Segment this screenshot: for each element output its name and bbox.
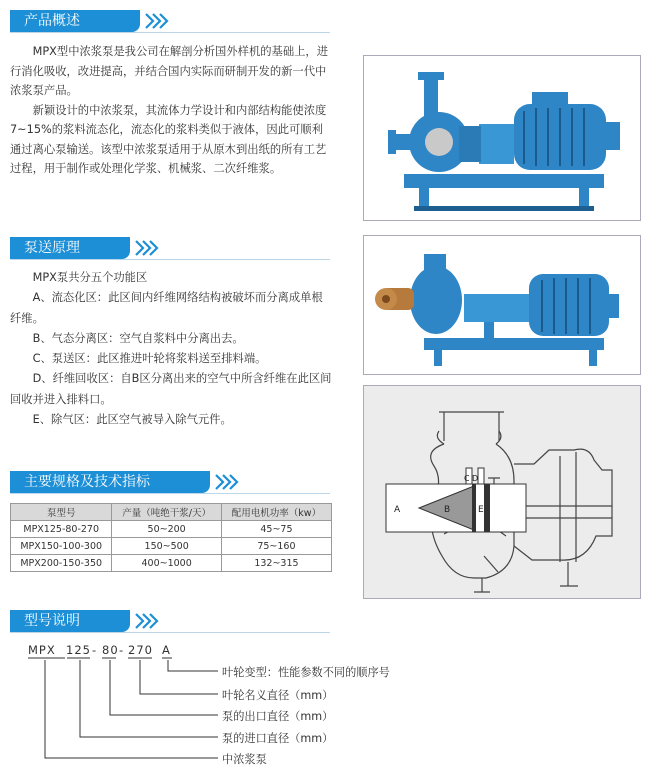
column-header: 泵型号 [11,504,112,521]
pump-image [364,236,640,374]
pump-image [364,56,640,220]
list-item: B、气态分离区：空气自浆料中分离出去。 [32,331,244,345]
table-cell: 150~500 [112,538,221,555]
table-cell: MPX125-80-270 [11,521,112,538]
pump-photo-2 [363,235,641,375]
paragraph: MPX型中浓浆泵是我公司在解剖分析国外样机的基础上，进行消化吸收，改进提高，并结合国内实际而研制开发的新一代中浓浆泵产品。 [10,45,329,97]
model-separator: - [92,643,98,657]
model-part-variant: A [162,643,171,657]
table-cell: 45~75 [221,521,331,538]
table-cell: MPX150-100-300 [11,538,112,555]
model-desc-variant: 叶轮变型：性能参数不同的顺序号 [222,666,390,679]
column-header: 配用电机功率（kw） [221,504,331,521]
model-separator: - [119,643,125,657]
zone-label-d: D [472,474,479,483]
zone-label-a: A [394,505,401,515]
table-cell: 400~1000 [112,555,221,572]
section-title: 产品概述 [24,13,80,29]
list-item: D、纤维回收区：自B区分离出来的空气中所含纤维在此区间回收并进入排料口。 [10,372,332,406]
list-item: MPX泵共分五个功能区 [32,271,148,284]
zone-label-e: E [478,505,484,515]
list-item: A、流态化区：此区间内纤维网络结构被破坏而分离成单根纤维。 [10,291,323,325]
table-cell: 75~160 [221,538,331,555]
model-desc-outlet: 泵的出口直径（mm） [222,710,334,723]
section-title: 型号说明 [24,613,80,629]
pump-photo-1 [363,55,641,221]
zone-label-c: C [464,474,470,483]
column-header: 产量（吨绝干浆/天） [112,504,221,521]
table-cell: 50~200 [112,521,221,538]
section-title: 泵送原理 [24,240,80,256]
paragraph: 新颖设计的中浓浆泵，其流体力学设计和内部结构能使浓度7~15%的浆料流态化，流态化的浆料类似于液体，因此可顺利通过离心泵输送。该型中浓浆泵适用于从原木到出纸的所有工艺过程，用于制作或处理化学浆、机械浆、二次纤维浆。 [10,103,327,175]
model-part-impeller: 270 [128,643,153,657]
model-part-outlet: 80 [102,643,119,657]
model-desc-inlet: 泵的进口直径（mm） [222,732,334,745]
model-desc-series: 中浓浆泵 [222,753,267,766]
model-part-inlet: 125 [66,643,91,657]
list-item: C、泵送区：此区推进叶轮将浆料送至排料端。 [32,352,267,366]
table-cell: 132~315 [221,555,331,572]
cross-section-diagram [363,385,641,599]
section-drawing [364,386,640,598]
model-part-series: MPX [28,643,56,657]
zone-label-b: B [444,505,451,515]
list-item: E、除气区：此区空气被导入除气元件。 [32,413,232,427]
model-desc-impeller: 叶轮名义直径（mm） [222,689,334,702]
table-cell: MPX200-150-350 [11,555,112,572]
section-title: 主要规格及技术指标 [24,474,150,490]
